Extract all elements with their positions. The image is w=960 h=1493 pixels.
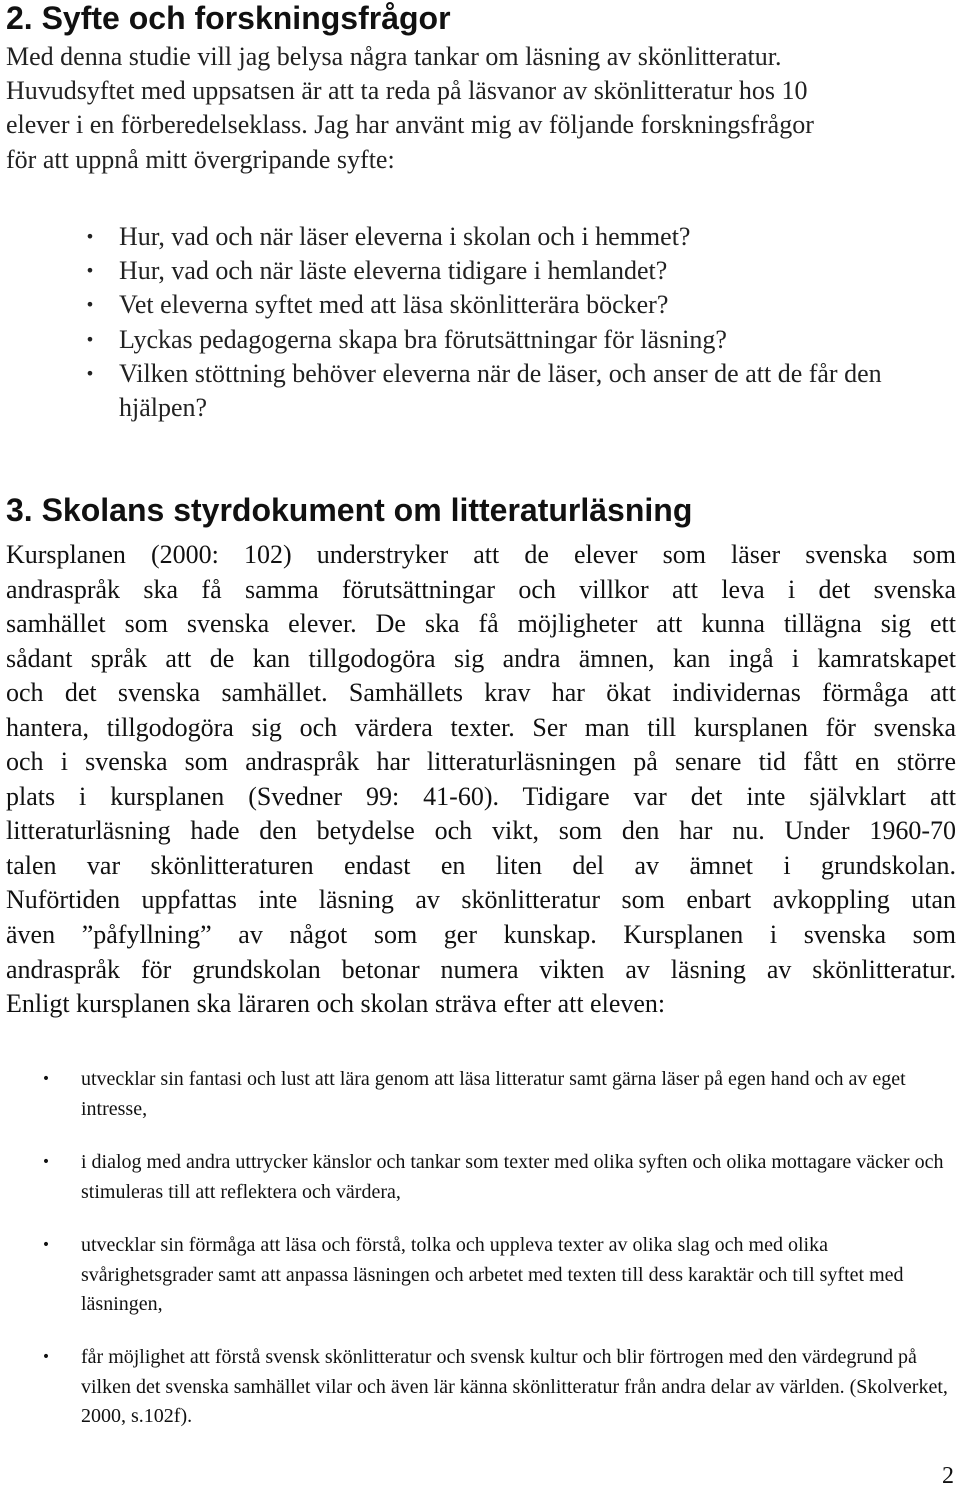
bullet-icon: • [41, 1349, 51, 1365]
paragraph-line: elever i en förberedelseklass. Jag har använt mig av följande forskningsfrågor [6, 110, 814, 140]
section-3-paragraph [6, 538, 956, 1022]
paragraph-line: och i svenska som andraspråk har litteraturläsningen på senare tid fått en större [6, 747, 956, 777]
goal-text: utvecklar sin fantasi och lust att lära genom att läsa litteratur samt gärna läser på egen hand och av eget intresse, [81, 1068, 906, 1120]
list-item [0, 1343, 960, 1432]
paragraph-line: Med denna studie vill jag belysa några tankar om läsning av skönlitteratur. [6, 42, 782, 71]
section-3-heading: 3. Skolans styrdokument om litteraturläsning [6, 492, 693, 528]
question-text: Hur, vad och när läser eleverna i skolan och i hemmet? [119, 222, 691, 251]
bullet-icon: • [85, 261, 95, 281]
bullet-icon: • [85, 363, 95, 383]
list-item [0, 254, 959, 288]
paragraph-line: Nuförtiden uppfattas inte läsning av skönlitteratur som enbart avkoppling utan [6, 885, 956, 915]
research-questions-list [0, 220, 959, 425]
bullet-icon: • [41, 1237, 51, 1253]
question-text: Vet eleverna syftet med att läsa skönlitterära böcker? [119, 290, 669, 320]
paragraph-line: sådant språk att de kan tillgodogöra sig andra ämnen, kan ingå i kamratskapet [6, 643, 956, 673]
bullet-icon: • [85, 227, 95, 246]
paragraph-line: samhället som svenska elever. De ska få möjligheter att kunna tillägna sig ett [6, 609, 956, 639]
list-item [0, 323, 959, 357]
section-2-heading: 2. Syfte och forskningsfrågor [6, 0, 451, 36]
question-text: Lyckas pedagogerna skapa bra förutsättningar för läsning? [119, 324, 727, 354]
bullet-icon: • [41, 1154, 51, 1170]
paragraph-line: och det svenska samhället. Samhällets krav har ökat individernas förmåga att [6, 678, 956, 708]
goal-text: får möjlighet att förstå svensk skönlitteratur och svensk kultur och blir förtrogen med den värdegrund på vilken det svenska samhället vilar och även lär känna skönlitteratur från andra delar av världen. (Skolverket, 2000, s.102f). [81, 1346, 948, 1427]
list-item [0, 357, 959, 425]
paragraph-line: för att uppnå mitt övergripande syfte: [6, 144, 395, 174]
bullet-icon: • [85, 295, 95, 315]
paragraph-line: andraspråk för grundskolan betonar numera vikten av läsning av skönlitteratur. [6, 954, 956, 984]
paragraph-line: Huvudsyftet med uppsatsen är att ta reda på läsvanor av skönlitteratur hos 10 [6, 76, 808, 106]
list-item [0, 220, 959, 254]
page-number: 2 [942, 1463, 954, 1489]
paragraph-line: plats i kursplanen (Svedner 99: 41-60). Tidigare var det inte självklart att [6, 781, 956, 811]
paragraph-line: Enligt kursplanen ska läraren och skolan sträva efter att eleven: [6, 989, 666, 1019]
paragraph-line: litteraturläsning hade den betydelse och vikt, som den har nu. Under 1960-70 [6, 816, 956, 846]
list-item [0, 1148, 960, 1207]
bullet-icon: • [85, 329, 95, 349]
question-text: Hur, vad och när läste eleverna tidigare i hemlandet? [119, 256, 668, 286]
question-text: Vilken stöttning behöver eleverna när de läser, och anser de att de får den hjälpen? [119, 358, 882, 423]
paragraph-line: talen var skönlitteraturen endast en liten del av ämnet i grundskolan. [6, 850, 956, 880]
list-item [0, 1231, 960, 1320]
paragraph-line: även ”påfyllning” av något som ger kunskap. Kursplanen i svenska som [6, 920, 956, 950]
paragraph-line: Kursplanen (2000: 102) understryker att de elever som läser svenska som [6, 540, 956, 569]
paragraph-line: hantera, tillgodogöra sig och värdera texter. Ser man till kursplanen för svenska [6, 712, 956, 742]
section-2-paragraph [6, 40, 960, 177]
goal-text: utvecklar sin förmåga att läsa och förstå, tolka och uppleva texter av olika slag och med olika svårighetsgrader samt att anpassa läsningen och arbetet med texten till dess karaktär och till syftet med läsningen, [81, 1234, 904, 1315]
paragraph-line: andraspråk ska få samma förutsättningar och villkor att leva i det svenska [6, 574, 956, 604]
list-item [0, 1065, 960, 1124]
bullet-icon: • [41, 1071, 51, 1087]
list-item [0, 288, 959, 322]
goal-text: i dialog med andra uttrycker känslor och tankar som texter med olika syften och olika mottagare väcker och stimuleras till att reflektera och värdera, [81, 1151, 944, 1203]
